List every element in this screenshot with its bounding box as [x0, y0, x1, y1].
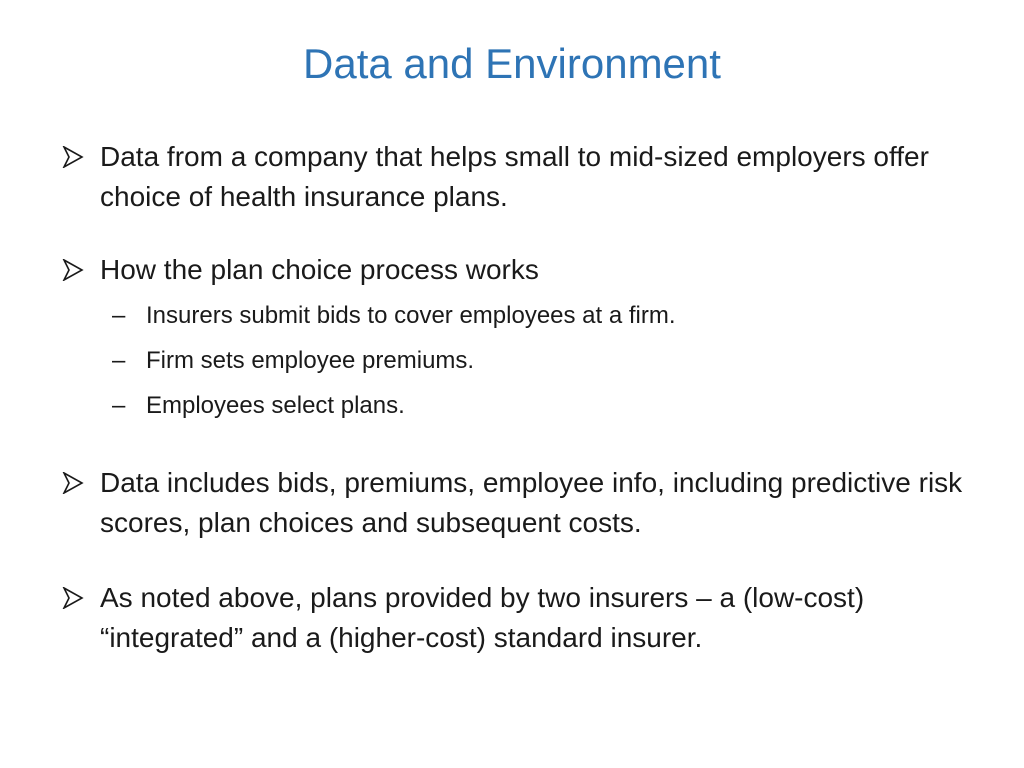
bullet-text: Data includes bids, premiums, employee info, including predictive risk scores, plan choices and subsequent costs. — [100, 467, 963, 538]
arrow-bullet-icon-svg — [62, 259, 84, 281]
bullet-item — [62, 463, 972, 543]
dash-bullet: – — [112, 302, 126, 329]
sub-bullet-text: Insurers submit bids to cover employees at a firm. — [146, 302, 676, 329]
slide-title: Data and Environment — [303, 40, 721, 87]
arrow-bullet-icon-svg — [62, 472, 84, 494]
sub-bullet-text: Employees select plans. — [146, 392, 405, 419]
bullet-item — [62, 250, 972, 290]
arrow-bullet-icon-svg — [62, 146, 84, 168]
bullet-item — [62, 578, 972, 658]
arrow-bullet-icon — [62, 137, 100, 177]
arrow-bullet-icon — [62, 250, 100, 290]
bullet-text: Data from a company that helps small to mid-sized employers offer choice of health insurance plans. — [100, 141, 929, 212]
arrow-bullet-icon — [62, 463, 100, 503]
dash-bullet: – — [112, 392, 126, 419]
sub-bullet-item — [112, 345, 972, 377]
sub-bullet-item — [112, 300, 972, 332]
bullet-text: How the plan choice process works — [100, 254, 539, 285]
arrow-bullet-icon — [62, 578, 100, 618]
dash-bullet: – — [112, 347, 126, 374]
arrow-bullet-icon-svg — [62, 587, 84, 609]
sub-bullet-text: Firm sets employee premiums. — [146, 347, 475, 374]
bullet-text: As noted above, plans provided by two insurers – a (low-cost) “integrated” and a (higher-cost) standard insurer. — [100, 582, 865, 653]
sub-bullet-item — [112, 390, 972, 422]
bullet-item — [62, 137, 972, 217]
